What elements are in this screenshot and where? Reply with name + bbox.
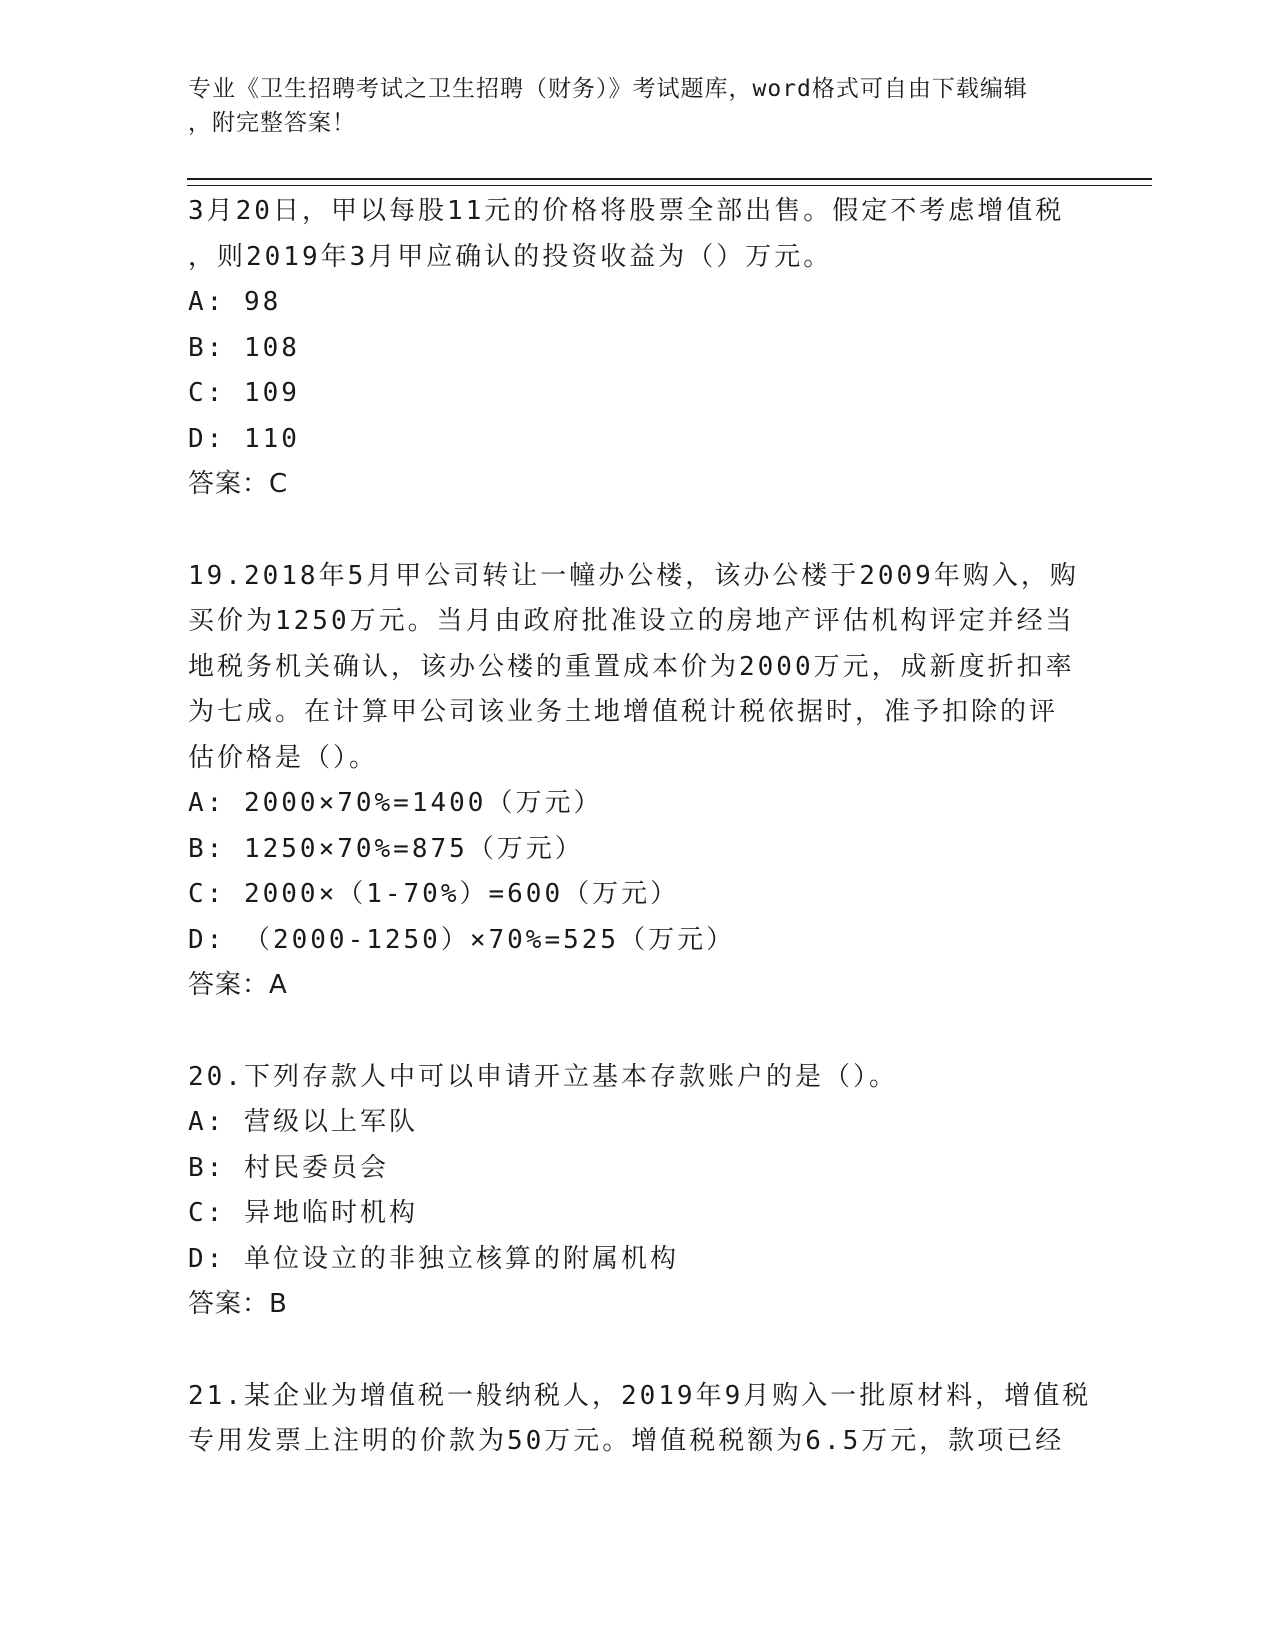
header-line: 专业《卫生招聘考试之卫生招聘（财务）》考试题库，word格式可自由下载编辑 (188, 76, 1028, 102)
answer-line: 答案：A (188, 970, 288, 1000)
option-a: A: 98 (188, 287, 282, 317)
option-c: C: 109 (188, 378, 300, 408)
question-block (188, 1374, 1092, 1465)
question-block (188, 1055, 1088, 1328)
question-stem-line: 3月20日，甲以每股11元的价格将股票全部出售。假定不考虑增值税 (188, 196, 1065, 226)
question-stem-line: 地税务机关确认，该办公楼的重置成本价为2000万元，成新度折扣率 (188, 651, 1075, 682)
answer-line: 答案：C (188, 469, 289, 499)
option-d: D: 单位设立的非独立核算的附属机构 (188, 1243, 679, 1274)
question-stem-line: 20.下列存款人中可以申请开立基本存款账户的是（）。 (188, 1061, 898, 1092)
question-separator (188, 1328, 1088, 1374)
question-stem-line: 买价为1250万元。当月由政府批准设立的房地产评估机构评定并经当 (188, 606, 1075, 636)
question-list (188, 189, 1092, 1465)
question-stem-line: ，则2019年3月甲应确认的投资收益为（）万元。 (188, 241, 833, 272)
option-c: C: 异地临时机构 (188, 1198, 418, 1228)
option-b: B: 108 (188, 332, 300, 363)
answer-line: 答案：B (188, 1289, 288, 1319)
header-line: ，附完整答案！ (188, 110, 356, 136)
option-a: A: 2000×70%=1400（万元） (188, 788, 603, 818)
page-header (188, 72, 1088, 140)
option-a: A: 营级以上军队 (188, 1107, 418, 1137)
option-b: B: 1250×70%=875（万元） (188, 833, 584, 864)
question-stem-line: 专用发票上注明的价款为50万元。增值税税额为6.5万元，款项已经 (188, 1426, 1065, 1456)
option-d: D: （2000-1250）×70%=525（万元） (188, 924, 736, 955)
option-c: C: 2000×（1-70%）=600（万元） (188, 879, 680, 909)
question-separator (188, 508, 1088, 554)
question-stem-line: 19.2018年5月甲公司转让一幢办公楼，该办公楼于2009年购入，购 (188, 560, 1079, 591)
option-d: D: 110 (188, 423, 300, 454)
header-divider (187, 178, 1152, 186)
question-block (188, 189, 1088, 508)
question-stem-line: 估价格是（）。 (188, 742, 379, 773)
question-block (188, 554, 1088, 1009)
question-stem-line: 为七成。在计算甲公司该业务土地增值税计税依据时，准予扣除的评 (188, 697, 1059, 727)
question-stem-line: 21.某企业为增值税一般纳税人，2019年9月购入一批原材料，增值税 (188, 1380, 1092, 1411)
question-separator (188, 1009, 1088, 1055)
option-b: B: 村民委员会 (188, 1152, 389, 1183)
